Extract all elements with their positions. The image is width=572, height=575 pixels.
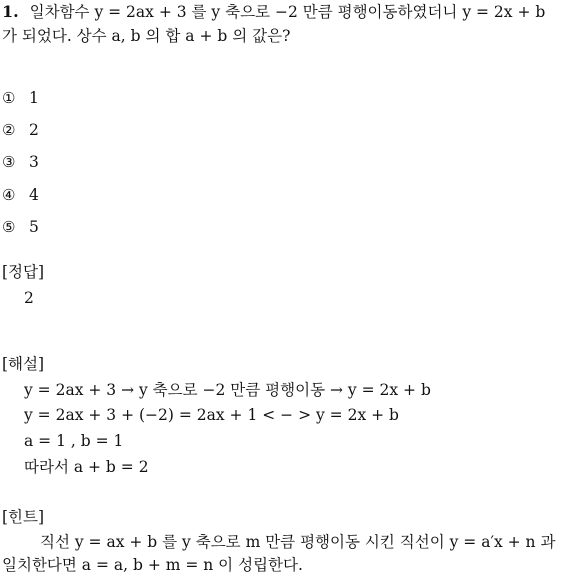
hint-label: [힌트]	[2, 508, 45, 526]
option-marker-2: ②	[2, 121, 16, 139]
option-5[interactable]	[2, 217, 39, 237]
explanation-line-1: y = 2ax + 3 → y 축으로 −2 만큼 평행이동 → y = 2x + b	[24, 381, 431, 399]
option-value-1: 1	[28, 89, 39, 107]
option-marker-3: ③	[2, 153, 16, 171]
option-2[interactable]	[2, 120, 39, 140]
option-marker-4: ④	[2, 186, 16, 204]
answer-label: [정답]	[2, 263, 45, 281]
option-value-2: 2	[28, 121, 39, 139]
option-value-5: 5	[28, 218, 39, 236]
option-4[interactable]	[2, 185, 39, 205]
option-marker-5: ⑤	[2, 218, 16, 236]
explanation-line-3: a = 1 , b = 1	[24, 432, 124, 450]
hint-line-2: 일치한다면 a = a, b + m = n 이 성립한다.	[2, 556, 303, 574]
question-line-2	[2, 26, 290, 46]
hint-line-1: 직선 y = ax + b 를 y 축으로 m 만큼 평행이동 시킨 직선이 y = a′x + n 과	[40, 533, 556, 551]
option-value-4: 4	[28, 186, 39, 204]
explanation-line-2: y = 2ax + 3 + (−2) = 2ax + 1 < − > y = 2x + b	[24, 406, 399, 424]
answer-value: 2	[24, 289, 34, 307]
question-text-1: 일차함수 y = 2ax + 3 를 y 축으로 −2 만큼 평행이동하였더니 y = 2x + b	[29, 3, 546, 21]
option-3[interactable]	[2, 152, 39, 172]
question-line-1	[2, 2, 545, 22]
explanation-label: [해설]	[2, 355, 45, 373]
explanation-line-4: 따라서 a + b = 2	[24, 458, 149, 476]
question-number: 1.	[2, 2, 19, 21]
option-1[interactable]	[2, 88, 39, 108]
question-text-2: 가 되었다. 상수 a, b 의 합 a + b 의 값은?	[2, 27, 291, 45]
option-marker-1: ①	[2, 89, 16, 107]
option-value-3: 3	[28, 153, 39, 171]
